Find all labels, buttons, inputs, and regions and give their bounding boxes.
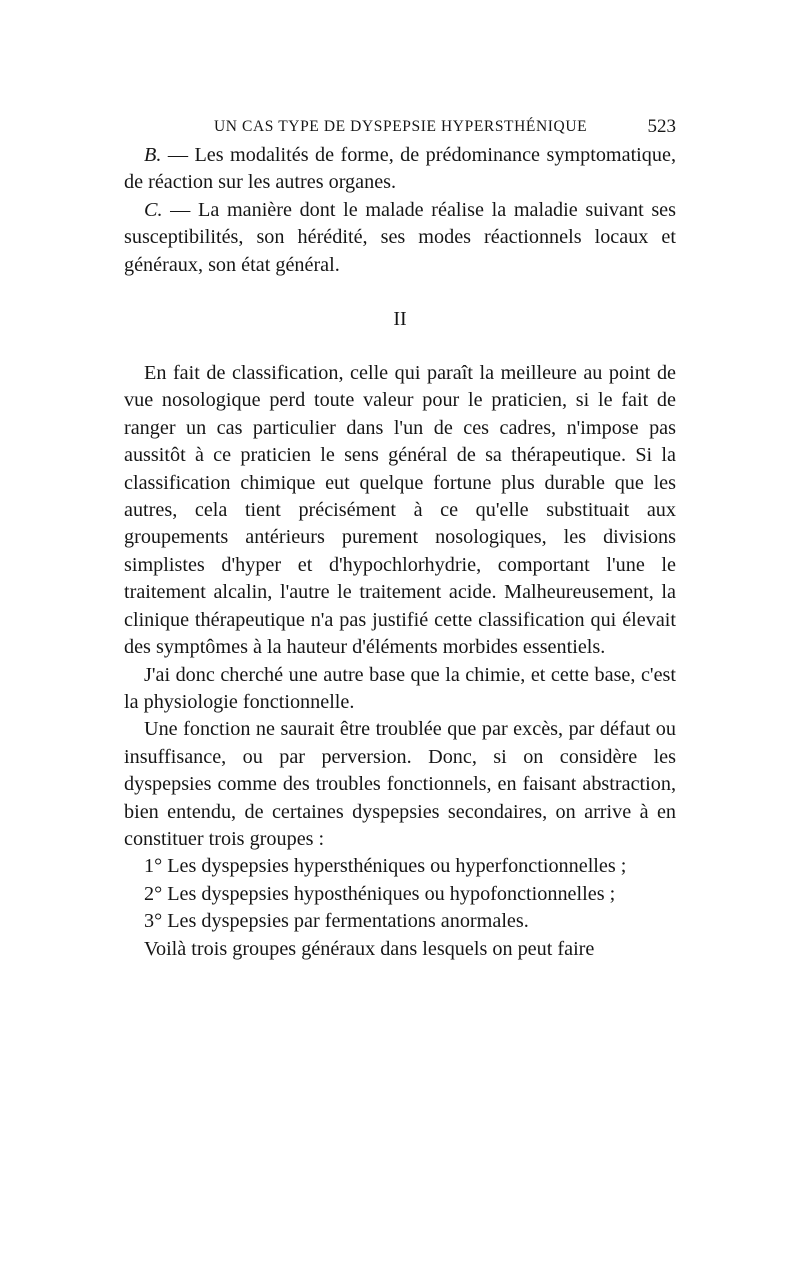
section-b-paragraph xyxy=(124,142,676,197)
list-item-hyposthenic: 2° Les dyspepsies hyposthéniques ou hypofonctionnelles ; xyxy=(144,882,616,905)
list-item-hypersthenic: 1° Les dyspepsies hypersthéniques ou hyperfonctionnelles ; xyxy=(144,855,627,878)
section-heading-ii: II xyxy=(393,308,407,331)
page-header xyxy=(124,112,676,142)
section-b-text: — Les modalités de forme, de prédominance symptomatique, de réaction sur les autres organes. xyxy=(124,144,676,194)
book-page xyxy=(124,112,676,963)
paragraph-function: Une fonction ne saurait être troublée que par excès, par défaut ou insuffisance, ou par perversion. Donc, si on considère les dyspepsies comme des troubles fonctionnels, en faisant abstraction, bien entendu, de certaines dyspepsies secondaires, on arrive à en constituer trois groupes : xyxy=(124,718,676,850)
page-number: 523 xyxy=(647,116,676,137)
section-c-letter: C. xyxy=(144,198,163,221)
paragraph-classification: En fait de classification, celle qui paraît la meilleure au point de vue nosologique perd toute valeur pour le praticien, si le fait de ranger un cas particulier dans l'un de ces cadres, n'impose pas aussitôt à ce praticien le sens général de sa thérapeutique. Si la classification chimique eut quelque fortune plus durable que les autres, cela tient précisément à ce qu'elle substituait aux groupements antérieurs purement nosologiques, les divisions simplistes d'hyper et d'hypochlorhydrie, comportant l'une le traitement alcalin, l'autre le traitement acide. Malheureusement, la clinique thérapeutique n'a pas justifié cette classification qui élevait des symptômes à la hauteur d'éléments morbides essentiels. xyxy=(124,362,676,659)
section-c-paragraph xyxy=(124,197,676,279)
running-title: UN CAS TYPE DE DYSPEPSIE HYPERSTHÉNIQUE xyxy=(214,118,588,135)
paragraph-physiology: J'ai donc cherché une autre base que la chimie, et cette base, c'est la physiologie fonctionnelle. xyxy=(124,663,676,713)
paragraph-closing: Voilà trois groupes généraux dans lesquels on peut faire xyxy=(144,937,595,960)
section-b-letter: B. xyxy=(144,144,162,166)
section-c-text: — La manière dont le malade réalise la maladie suivant ses susceptibilités, son hérédité, ses modes réactionnels locaux et généraux, son état général. xyxy=(124,198,676,276)
list-item-fermentation: 3° Les dyspepsies par fermentations anormales. xyxy=(144,910,529,933)
